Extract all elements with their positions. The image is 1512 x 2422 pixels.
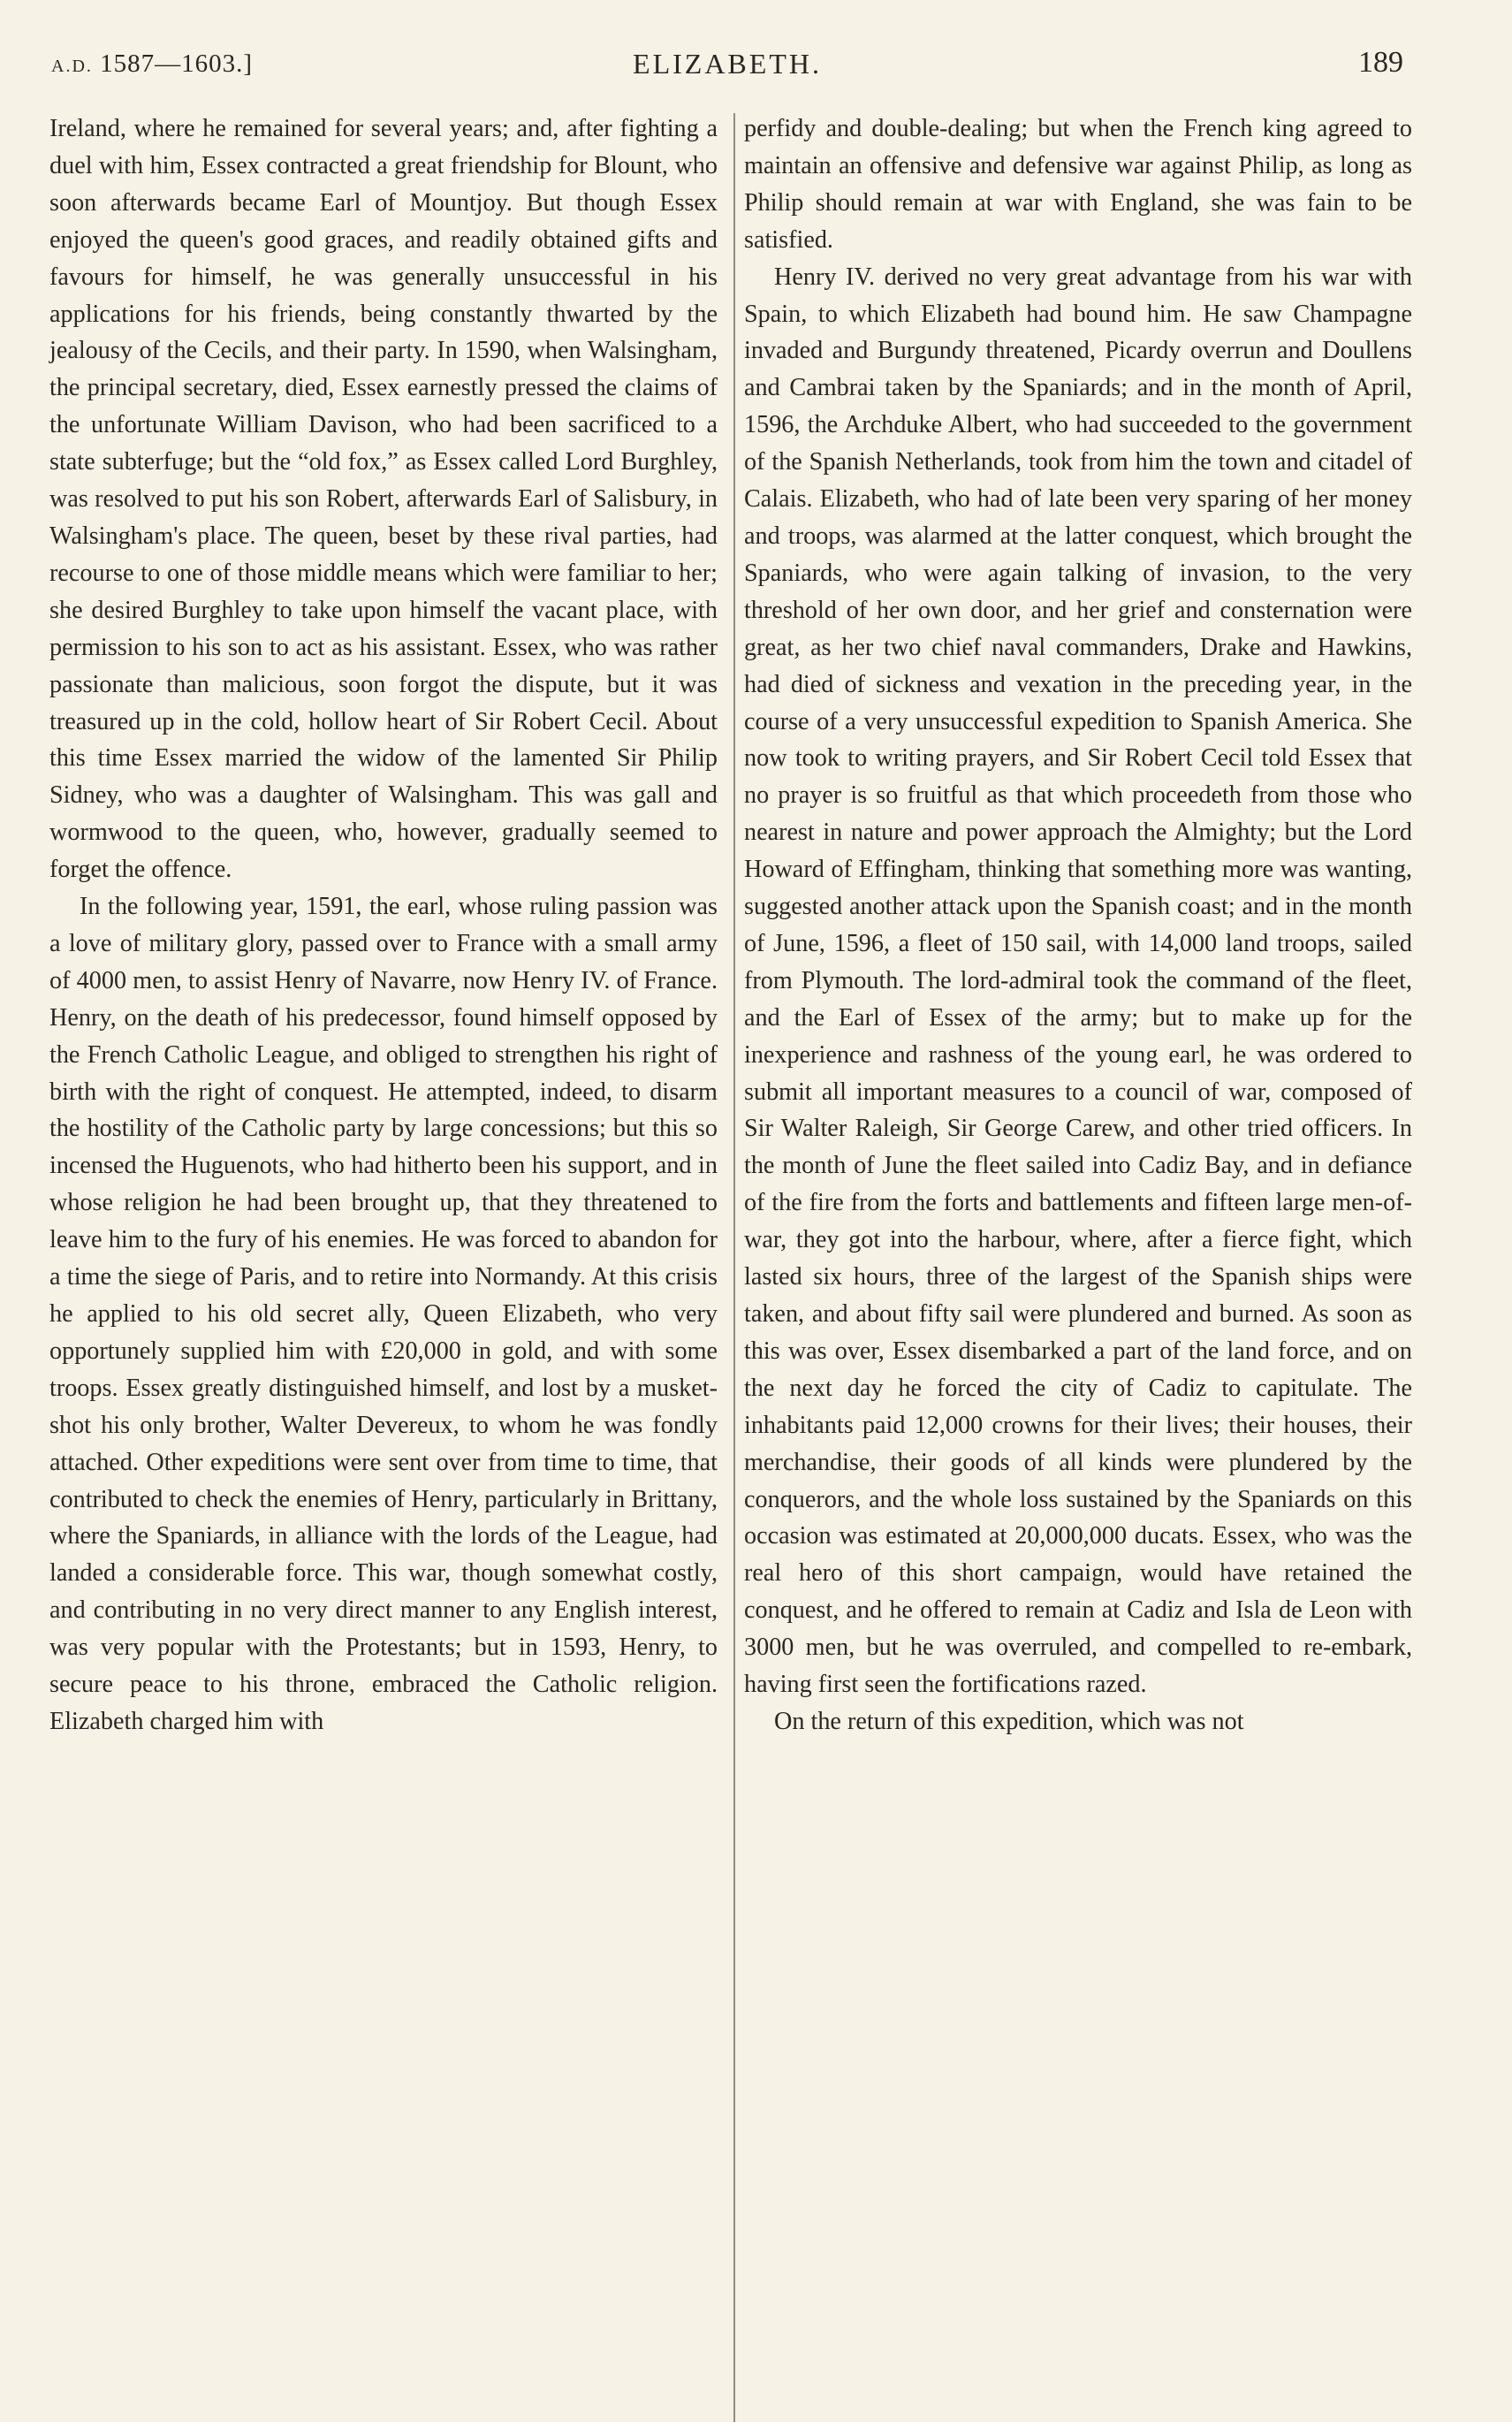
paragraph: Henry IV. derived no very great advantage from his war with Spain, to which Elizabeth had bound him. He saw Champagne invaded and Burgundy threatened, Picardy overrun and Doullens and Cambrai taken by the Spaniards; and in the month of April, 1596, the Archduke Albert, who had succeeded to the government of the Spanish Netherlands, took from him the town and citadel of Calais. Elizabeth, who had of late been very sparing of her money and troops, was alarmed at the latter conquest, which brought the Spaniards, who were again talking of invasion, to the very threshold of her own door, and her grief and consternation were great, as her two chief naval commanders, Drake and Hawkins, had died of sickness and vexation in the preceding year, in the course of a very unsuccessful expedition to Spanish America. She now took to writing prayers, and Sir Robert Cecil told Essex that no prayer is so fruitful as that which proceedeth from those who nearest in nature and power approach the Almighty; but the Lord Howard of Effingham, thinking that something more was wanting, suggested another attack upon the Spanish coast; and in the month of June, 1596, a fleet of 150 sail, with 14,000 land troops, sailed from Plymouth. The lord-admiral took the command of the fleet, and the Earl of Essex of the army; but to make up for the inexperience and rashness of the young earl, he was ordered to submit all important measures to a council of war, composed of Sir Walter Raleigh, Sir George Carew, and other tried officers. In the month of June the fleet sailed into Cadiz Bay, and in defiance of the fire from the forts and battlements and fifteen large men-of-war, they got into the harbour, where, after a fierce fight, which lasted six hours, three of the largest of the Spanish ships were taken, and about fifty sail were plundered and burned. As soon as this was over, Essex disembarked a part of the land force, and on the next day he forced the city of Cadiz to capitulate. The inhabitants paid 12,000 crowns for their lives; their houses, their merchandise, their goods of all kinds were plundered by the conquerors, and the whole loss sustained by the Spaniards on this occasion was estimated at 20,000,000 ducats. Essex, who was the real hero of this short campaign, would have retained the conquest, and he offered to remain at Cadiz and Isla de Leon with 3000 men, but he was overruled, and compelled to re-embark, having first seen the fortifications razed. [744,263,1412,1699]
column-divider [733,113,735,2422]
paragraph: Ireland, where he remained for several years; and, after fighting a duel with him, Essex contracted a great friendship for Blount, who soon afterwards became Earl of Mountjoy. But though Essex enjoyed the queen's good graces, and readily obtained gifts and favours for himself, he was generally unsuccessful in his applications for his friends, being constantly thwarted by the jealousy of the Cecils, and their party. In 1590, when Walsingham, the principal secretary, died, Essex earnestly pressed the claims of the unfortunate William Davison, who had been sacrificed to a state subterfuge; but the “old fox,” as Essex called Lord Burghley, was resolved to put his son Robert, afterwards Earl of Salisbury, in Walsingham's place. The queen, beset by these rival parties, had recourse to one of those middle means which were familiar to her; she desired Burghley to take upon himself the vacant place, with permission to his son to act as his assistant. Essex, who was rather passionate than malicious, soon forgot the dispute, but it was treasured up in the cold, hollow heart of Sir Robert Cecil. About this time Essex married the widow of the lamented Sir Philip Sidney, who was a daughter of Walsingham. This was gall and wormwood to the queen, who, however, gradually seemed to forget the offence. [49,115,718,884]
paragraph: In the following year, 1591, the earl, whose ruling passion was a love of military glory, passed over to France with a small army of 4000 men, to assist Henry of Navarre, now Henry IV. of France. Henry, on the death of his predecessor, found himself opposed by the French Catholic League, and obliged to strengthen his right of birth with the right of conquest. He attempted, indeed, to disarm the hostility of the Catholic party by large concessions; but this so incensed the Huguenots, who had hitherto been his support, and in whose religion he had been brought up, that they threatened to leave him to the fury of his enemies. He was forced to abandon for a time the siege of Paris, and to retire into Normandy. At this crisis he applied to his old secret ally, Queen Elizabeth, who very opportunely supplied him with £20,000 in gold, and with some troops. Essex greatly distinguished himself, and lost by a musket-shot his only brother, Walter Devereux, to whom he was fondly attached. Other expeditions were sent over from time to time, that contributed to check the enemies of Henry, particularly in Brittany, where the Spaniards, in alliance with the lords of the League, had landed a considerable force. This war, though somewhat costly, and contributing in no very direct manner to any English interest, was very popular with the Protestants; but in 1593, Henry, to secure peace to his throne, embraced the Catholic religion. Elizabeth charged him with [49,893,718,1735]
page-number: 189 [1358,46,1403,79]
header-title: ELIZABETH. [633,48,822,80]
header-ad: A.D. [51,57,93,76]
left-column [49,110,718,1740]
right-column [744,110,1412,1740]
paragraph: perfidy and double-dealing; but when the French king agreed to maintain an offensive and defensive war against Philip, as long as Philip should remain at war with England, she was fain to be satisfied. [744,115,1412,254]
paragraph: On the return of this expedition, which was not [774,1707,1244,1735]
running-header [51,46,1403,87]
header-years: 1587—1603.] [100,50,254,78]
